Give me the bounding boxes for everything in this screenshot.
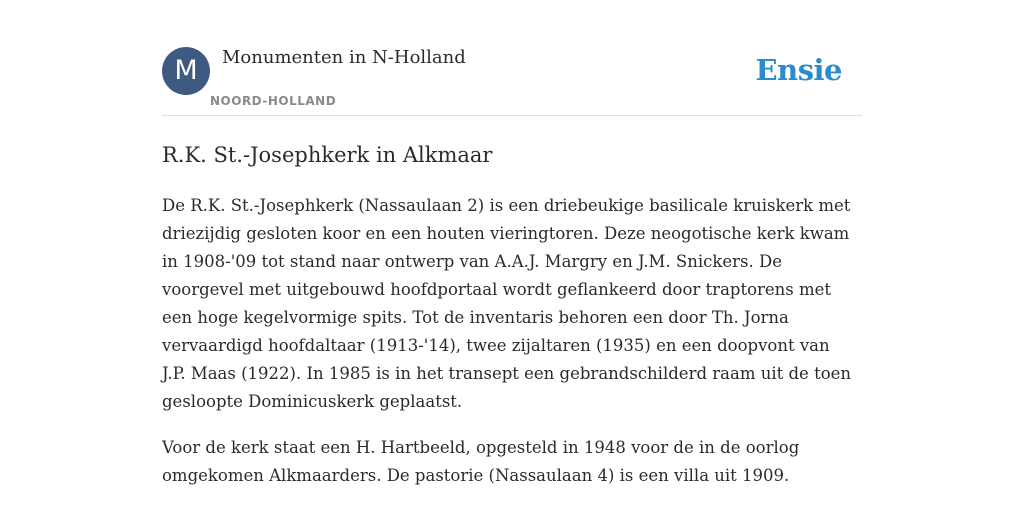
- article-card: [162, 0, 862, 485]
- paragraph-line: gesloopte Dominicuskerk geplaatst.: [162, 392, 463, 411]
- paragraph-line: voorgevel met uitgebouwd hoofdportaal wordt geflankeerd door traptorens met: [162, 280, 832, 299]
- article-body: [162, 192, 862, 508]
- source-header: [162, 0, 862, 116]
- article-paragraph-2: [162, 434, 862, 490]
- paragraph-line: J.P. Maas (1922). In 1985 is in het transept een gebrandschilderd raam uit de toen: [162, 364, 852, 383]
- article-paragraph-1: [162, 192, 862, 416]
- source-avatar[interactable]: M: [162, 47, 210, 95]
- paragraph-line: een hoge kegelvormige spits. Tot de inventaris behoren een door Th. Jorna: [162, 308, 789, 327]
- ensie-logo[interactable]: Ensie: [755, 53, 842, 87]
- paragraph-line: De R.K. St.-Josephkerk (Nassaulaan 2) is een driebeukige basilicale kruiskerk met: [162, 196, 851, 215]
- paragraph-line: vervaardigd hoofdaltaar (1913-'14), twee zijaltaren (1935) en een doopvont van: [162, 336, 830, 355]
- paragraph-line: Voor de kerk staat een H. Hartbeeld, opgesteld in 1948 voor de in de oorlog: [162, 438, 800, 457]
- source-title-link[interactable]: Monumenten in N-Holland: [222, 47, 466, 68]
- paragraph-line: in 1908-'09 tot stand naar ontwerp van A.A.J. Margry en J.M. Snickers. De: [162, 252, 782, 271]
- paragraph-line: omgekomen Alkmaarders. De pastorie (Nassaulaan 4) is een villa uit 1909.: [162, 466, 790, 485]
- paragraph-line: driezijdig gesloten koor en een houten vieringtoren. Deze neogotische kerk kwam: [162, 224, 850, 243]
- source-category-label[interactable]: NOORD-HOLLAND: [210, 94, 337, 108]
- article-title: R.K. St.-Josephkerk in Alkmaar: [162, 143, 493, 167]
